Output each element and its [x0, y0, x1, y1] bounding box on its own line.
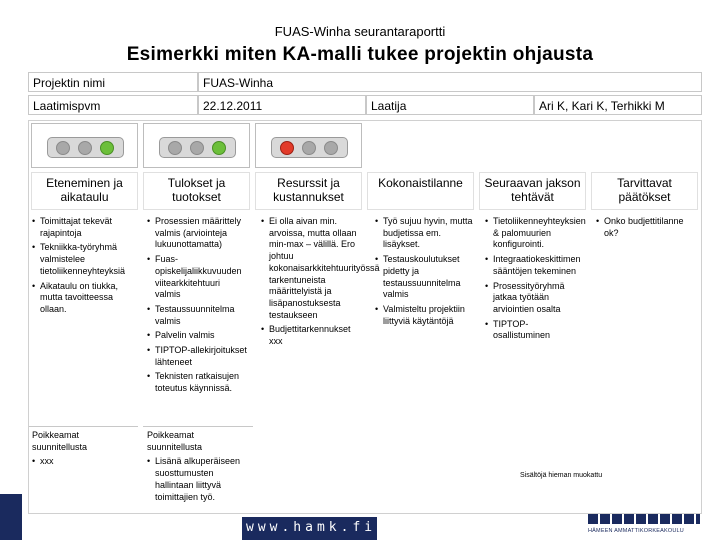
project-name-value: FUAS-Winha: [198, 72, 702, 92]
footer-note: Sisältöjä hieman muokattu: [520, 472, 603, 479]
list-item: • Palvelin valmis: [147, 330, 247, 342]
author-value: Ari K, Kari K, Terhikki M: [534, 95, 702, 115]
list-item: • Tekniikka-työryhmä valmistelee tietoliikenneyhteyksiä: [32, 242, 132, 277]
list-item: • Aikataulu on tiukka, mutta tavoitteessa ollaan.: [32, 281, 132, 316]
table-frame: [28, 120, 702, 514]
page-title: Esimerkki miten KA-malli tukee projektin ohjausta: [126, 44, 594, 65]
list-item: • Onko budjettitilanne ok?: [596, 216, 696, 239]
list-item: • TIPTOP-osallistuminen: [485, 319, 585, 342]
list-item: • Tietoliikenneyhteyksien & palomuurien konfigurointi.: [485, 216, 585, 251]
list-item: • Budjettitarkennukset xxx: [261, 324, 361, 347]
logo-text: HÄMEEN AMMATTIKORKEAKOULU: [588, 528, 684, 534]
list-item: • Lisänä alkuperäiseen suosttumusten hallintaan liittyvä toimittajien työ.: [147, 456, 250, 503]
date-row: [28, 95, 702, 115]
deviation-heading: Poikkeamat suunnitellusta: [147, 430, 203, 452]
deviation-heading: Poikkeamat suunnitellusta: [32, 430, 88, 452]
logo-bars-icon: [588, 514, 700, 524]
column-header-progress: Eteneminen ja aikataulu: [31, 172, 138, 210]
list-item: • Testaussuunnitelma valmis: [147, 304, 247, 327]
list-item: • Integraatiokeskittimen sääntöjen tekeminen: [485, 254, 585, 277]
list-item: • Fuas-opiskelijaliikkuvuuden viitearkkitehtuuri valmis: [147, 254, 247, 301]
author-label: Laatija: [366, 95, 534, 115]
date-value: 22.12.2011: [198, 95, 366, 115]
project-name-label: Projektin nimi: [28, 72, 198, 92]
list-item: • xxx: [32, 456, 135, 468]
list-item: • Prosessien määrittely valmis (arviointeja lukuunottamatta): [147, 216, 247, 251]
list-item: • Toimittajat tekevät rajapintoja: [32, 216, 132, 239]
column-header-decisions: Tarvittavat päätökset: [591, 172, 698, 210]
date-label: Laatimispvm: [28, 95, 198, 115]
report-title: FUAS-Winha seurantaraportti: [274, 24, 446, 39]
list-item: • Testauskoulutukset pidetty ja testaussuunnitelma valmis: [375, 254, 475, 301]
list-item: • Ei olla aivan min. arvoissa, mutta ollaan min-max – välillä. Ero johtuu kokonaisarkkitehtuurityössä tarkentuneista määrittelyistä ja lisäpanostuksesta testaukseen: [261, 216, 361, 321]
brand-stripe: [0, 494, 22, 540]
column-header-resources: Resurssit ja kustannukset: [255, 172, 362, 210]
list-item: • Työ sujuu hyvin, mutta budjetissa em. lisäykset.: [375, 216, 475, 251]
project-name-row: [28, 72, 702, 92]
column-header-next-tasks: Seuraavan jakson tehtävät: [479, 172, 586, 210]
column-header-results: Tulokset ja tuotokset: [143, 172, 250, 210]
column-header-overall: Kokonaistilanne: [367, 172, 474, 210]
list-item: • TIPTOP-allekirjoitukset lähteneet: [147, 345, 247, 368]
hamk-url: www.hamk.fi: [242, 517, 377, 540]
hamk-logo: [588, 514, 700, 540]
list-item: • Valmisteltu projektiin liittyviä käytäntöjä: [375, 304, 475, 327]
list-item: • Prosessityöryhmä jatkaa työtään arviointien osalta: [485, 281, 585, 316]
list-item: • Teknisten ratkaisujen toteutus käynnissä.: [147, 371, 247, 394]
